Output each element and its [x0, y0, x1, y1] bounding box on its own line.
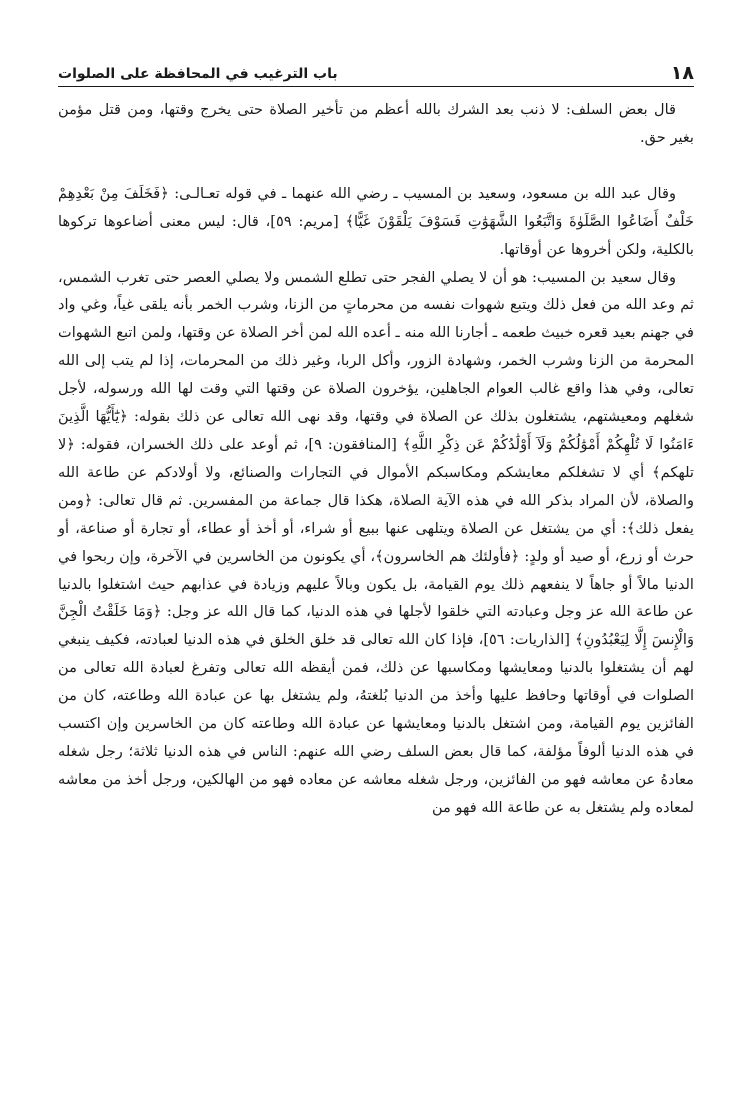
paragraph-salaf-saying: قال بعض السلف: لا ذنب بعد الشرك بالله أعظم من تأخير الصلاة حتى يخرج وقتها، ومن قتل مؤمن بغير حق. — [58, 101, 694, 146]
paragraph-quran-tafsir: وقال عبد الله بن مسعود، وسعيد بن المسيب ـ رضي الله عنهما ـ في قوله تعـالـى: ﴿فَخَلَفَ مِنْ بَعْدِهِمْ خَلْفٌ أَضَاعُوا الصَّلَوٰةَ وَاتَّبَعُوا الشَّهَوَٰتِ فَسَوْفَ يَلْقَوْنَ غَيًّا﴾ [مريم: ٥٩]، قال: ليس معنى أضاعوها تركوها بالكلية، ولكن أخروها عن أوقاتها. — [58, 184, 694, 258]
page-header — [58, 56, 694, 87]
running-title: باب الترغيب في المحافظة على الصلوات — [58, 66, 338, 82]
paragraph-said-ibn-musayyib: وقال سعيد بن المسيب: هو أن لا يصلي الفجر حتى تطلع الشمس ولا يصلي العصر حتى تغرب الشمس، ثم وعد الله من فعل ذلك ويتبع شهوات نفسه من محرماتٍ من الزنا، وشرب الخمر بأنه يلقى غياً، وغي واد في جهنم بعيد قعره خبيث طعمه ـ أجارنا الله منه ـ أعده الله لمن أخر الصلاة عن وقتها، ولمن اتبع الشهوات المحرمة من الزنا وشرب الخمر، وشهادة الزور، وأكل الربا، وغير ذلك من المحرمات، إذا لم يتب إلى الله تعالى، وفي هذا واقع غالب العوام الجاهلين، يؤخرون الصلاة عن وقتها التي وقت لها الله ورسوله، لأجل شغلهم ومعيشتهم، يشتغلون بذلك عن الصلاة في وقتها، وقد نهى الله تعالى عن ذلك بقوله: ﴿يَٰٓأَيُّهَا الَّذِينَ ءَامَنُوا لَا تُلْهِكُمْ أَمْوَٰلُكُمْ وَلَآ أَوْلَٰدُكُمْ عَن ذِكْرِ اللَّهِ﴾ [المنافقون: ٩]، ثم أوعد على ذلك الخسران، فقوله: ﴿لا تلهكم﴾ أي لا تشغلكم معايشكم ومكاسبكم الأموال في التجارات والصنائع، ولا أولادكم عن طاعة الله والصلاة، لأن المراد بذكر الله في هذه الآية الصلاة، هكذا قال جماعة من المفسرين. ثم قال تعالى: ﴿ومن يفعل ذلك﴾: أي من يشتغل عن الصلاة ويتلهى عنها ببيع أو شراء، أو أخذ أو عطاء، أو تجارة أو صناعة، أو حرث أو زرع، أو صيد أو ولدٍ: ﴿فأولئك هم الخاسرون﴾، أي يكونون من الخاسرين في الآخرة، وإن ربحوا في الدنيا مالاً أو جاهاً لا ينفعهم ذلك يوم القيامة، بل يكون وبالاً عليهم وزيادة في عذابهم حيث اشتغلوا بالدنيا عن طاعة الله عز وجل وعبادته التي خلقوا لأجلها في هذه الدنيا، كما قال الله عز وجل: ﴿وَمَا خَلَقْتُ الْجِنَّ وَالْإِنسَ إِلَّا لِيَعْبُدُونِ﴾ [الذاريات: ٥٦]، فإذا كان الله تعالى قد خلق الخلق في هذه الدنيا لعبادته، فكيف ينبغي لهم أن يشتغلوا بالدنيا ومعايشها ومكاسبها عن ذلك، فمن أيقظه الله تعالى وتفرغ لعبادة الله تعالى من الصلوات في أوقاتها وحافظ عليها وأخذ من الدنيا بُلغتهُ، ولم يشتغل بها عن عبادة الله وطاعته، كان من الفائزين يوم القيامة، ومن اشتغل بالدنيا ومعايشها عن عبادة الله وطاعته كان من الخاسرين وإن اكتسب في هذه الدنيا ألوفاً مؤلفة، كما قال بعض السلف رضي الله عنهم: الناس في هذه الدنيا ثلاثة؛ رجل شغله معادهُ عن معاشه فهو من الفائزين، ورجل شغله معاشه عن معاده فهو من الهالكين، ورجل أخذ من معاشه لمعاده ولم يشتغل به عن طاعة الله فهو من — [58, 268, 694, 816]
page-body — [58, 96, 694, 822]
page-number: ١٨ — [670, 62, 694, 84]
